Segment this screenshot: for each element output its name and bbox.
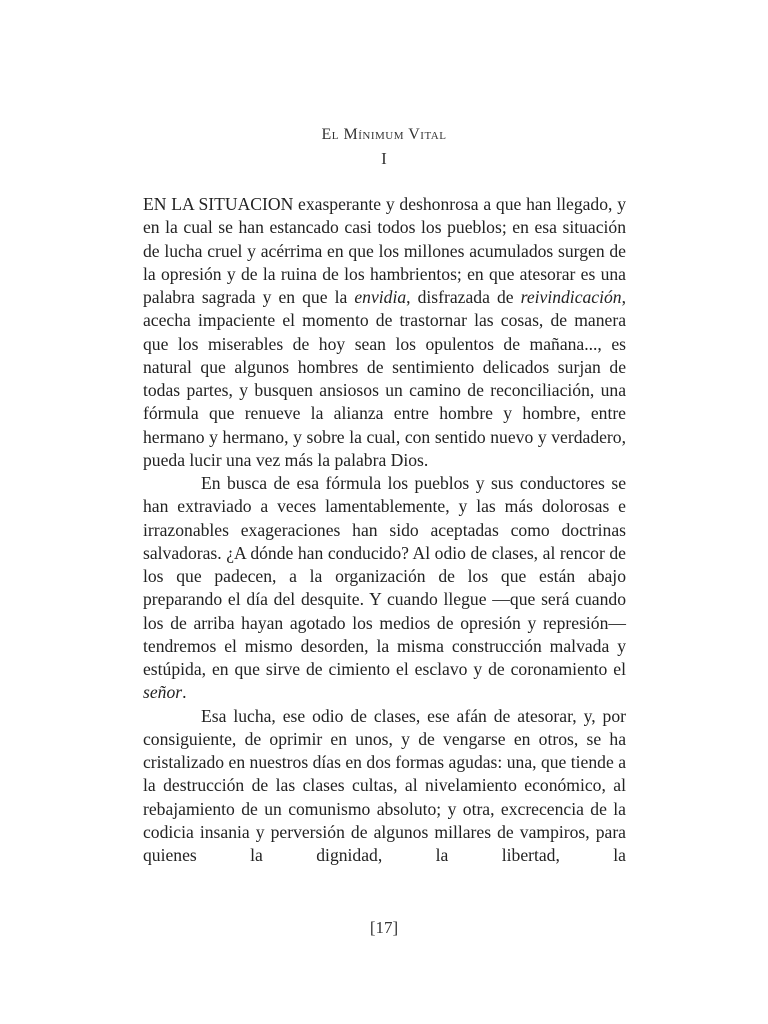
text-segment: , acecha impaciente el momento de trastornar las cosas, de manera que los miserables de hoy sean los opulentos de mañana..., es natural que algunos hombres de sentimiento delicados surjan de todas partes, y busquen ansiosos un camino de reconciliación, una fórmula que renueve la alianza entre hombre y hombre, entre hermano y hermano, y sobre la cual, con sentido nuevo y verdadero, pueda lucir una vez más la palabra Dios.: [143, 287, 626, 470]
text-segment: , disfrazada de: [406, 287, 521, 307]
body-text: [143, 193, 626, 867]
text-segment: En busca de esa fórmula los pueblos y sus conductores se han extraviado a veces lamentablemente, y las más dolorosas e irrazonables exageraciones han sido aceptadas como doctrinas salvadoras. ¿A dónde han conducido? Al odio de clases, al rencor de los que padecen, a la organización de los que están abajo preparando el día del desquite. Y cuando llegue —que será cuando los de arriba hayan agotado los medios de opresión y represión— tendremos el mismo desorden, la misma construcción malvada y estúpida, en que sirve de cimiento el esclavo y de coronamiento el: [143, 473, 626, 679]
paragraph-3: [143, 705, 626, 868]
paragraph-2: [143, 472, 626, 705]
text-segment: .: [182, 682, 187, 703]
italic-word: envidia: [354, 287, 407, 307]
text-segment: Esa lucha, ese odio de clases, ese afán de atesorar, y, por consiguiente, de oprimir en unos, y de vengarse en otros, se ha cristalizado en nuestros días en dos formas agudas: una, que tiende a la destrucción de las clases cultas, al nivelamiento económico, al rebajamiento de un comunismo absoluto; y otra, excrecencia de la codicia insania y perversión de algunos millares de vampiros, para quienes la dignidad, la libertad, la: [143, 705, 626, 865]
text-segment: EN LA SITUACION exasperante y deshonrosa a que han llegado, y en la cual se han estancado casi todos los pueblos; en esa situación de lucha cruel y acérrima en que los millones acumulados surgen de la opresión y de la ruina de los hambrientos; en que atesorar es una palabra sagrada y en que la: [143, 194, 626, 307]
italic-word: señor: [143, 682, 183, 703]
page-number: [17]: [369, 918, 399, 937]
chapter-title: El Mínimum Vital: [321, 126, 447, 143]
italic-word: reivindicación: [520, 287, 622, 307]
paragraph-1: [143, 193, 626, 472]
chapter-number: I: [381, 149, 387, 168]
